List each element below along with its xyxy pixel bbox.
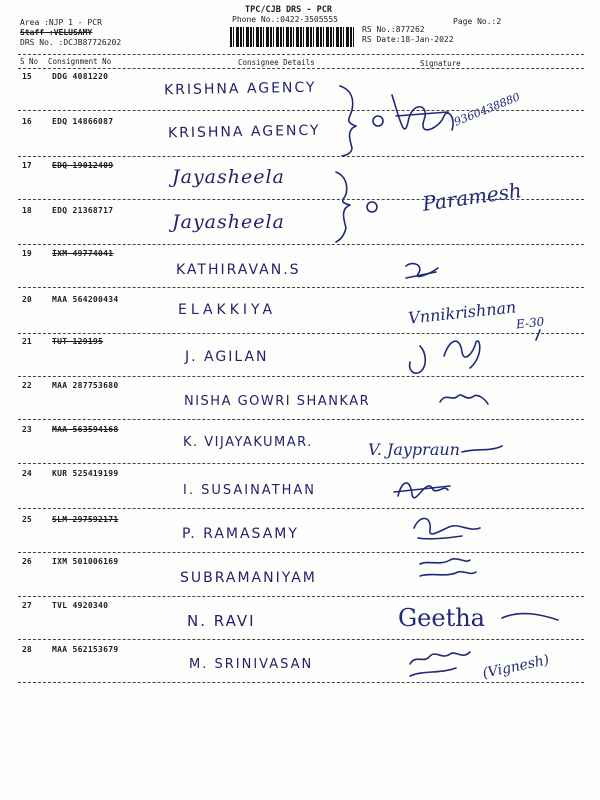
row-sno: 28	[22, 645, 32, 654]
consignment-number: EDQ 21368717	[52, 206, 114, 215]
consignment-number: TUT 129195	[52, 337, 104, 346]
brace-mark	[340, 86, 356, 156]
col-signature: Signature	[420, 59, 461, 68]
consignment-number: KUR 525419199	[52, 469, 119, 478]
rs-date: RS Date:18-Jan-2022	[362, 35, 454, 44]
row-sno: 19	[22, 249, 32, 258]
signature-20: Vnnikrishnan	[407, 297, 518, 328]
signature-scribble	[444, 341, 480, 368]
area-label: Area :NJP 1 - PCR	[20, 18, 102, 27]
row-sno: 26	[22, 557, 32, 566]
signature-scribble	[440, 395, 488, 404]
signature-scribble	[418, 536, 462, 539]
row-sno: 25	[22, 515, 32, 524]
consignee-name: M. SRINIVASAN	[189, 657, 314, 672]
signature-scribble	[396, 112, 448, 116]
consignee-name: I. SUSAINATHAN	[183, 483, 317, 498]
row-sno: 23	[22, 425, 32, 434]
row-sno: 16	[22, 117, 32, 126]
signature-scribble	[420, 559, 470, 564]
consignment-number: EDQ 19012409	[52, 161, 114, 170]
consignee-name: SUBRAMANIYAM	[180, 570, 317, 586]
signature-scribble	[410, 668, 456, 676]
drs-number: DRS No. :DCJB87726202	[20, 38, 122, 47]
signature-28: (Vignesh)	[481, 652, 551, 682]
consignee-name: Jayasheela	[172, 211, 285, 233]
consignment-number: MAA 562153679	[52, 645, 119, 654]
brace-mark	[336, 172, 350, 242]
row-sno: 17	[22, 161, 32, 170]
consignment-number: MAA 564200434	[52, 295, 119, 304]
signature-scribble	[502, 614, 558, 620]
signature-scribble	[414, 518, 480, 533]
page-number: Page No.:2	[453, 17, 502, 26]
consignee-name: ELAKKIYA	[178, 302, 277, 318]
signature-17: Paramesh	[420, 178, 524, 216]
signature-scribble	[410, 652, 470, 664]
signature-phone-15: 9360438880	[452, 90, 522, 129]
consignee-name: KRISHNA AGENCY	[167, 122, 321, 142]
row-sno: 21	[22, 337, 32, 346]
col-consignee-details: Consignee Details	[238, 58, 315, 67]
consignment-number: MAA 563594168	[52, 425, 119, 434]
consignee-name: KATHIRAVAN.S	[176, 262, 301, 278]
row-sno: 24	[22, 469, 32, 478]
consignee-name: Jayasheela	[172, 166, 285, 188]
signature-20-time: E-30	[515, 314, 545, 332]
row-sno: 27	[22, 601, 32, 610]
consignment-number: MAA 287753680	[52, 381, 119, 390]
consignee-name: NISHA GOWRI SHANKAR	[184, 394, 371, 409]
consignee-name: P. RAMASAMY	[182, 526, 299, 542]
signature-scribble	[410, 346, 426, 373]
consignee-name: N. RAVI	[187, 612, 256, 630]
row-sno: 18	[22, 206, 32, 215]
rs-number: RS No.:877262	[362, 25, 425, 34]
row-sno: 22	[22, 381, 32, 390]
consignee-name: K. VIJAYAKUMAR.	[183, 435, 313, 450]
consignee-name: J. AGILAN	[185, 349, 269, 365]
row-sno: 15	[22, 72, 32, 81]
consignment-number: IXM 501006169	[52, 557, 119, 566]
consignment-number: TVL 4920340	[52, 601, 109, 610]
signature-scribble	[420, 572, 476, 576]
phone-number: Phone No.:0422-3505555	[232, 15, 338, 24]
signature-strike	[462, 446, 502, 452]
col-sno: S No	[20, 57, 39, 66]
row-sno: 20	[22, 295, 32, 304]
signature-27: Geetha	[398, 604, 485, 632]
signature-23: V. Jaypraun	[368, 440, 460, 459]
document-title: TPC/CJB DRS - PCR	[245, 5, 332, 15]
col-consignment: Consignment No	[48, 57, 112, 66]
at-mark	[367, 202, 377, 212]
consignment-number: IXM 49774041	[52, 249, 114, 258]
check-mark	[536, 330, 540, 340]
staff-label: Staff :VELUSAMY	[20, 28, 93, 37]
consignment-number: SLM 297592171	[52, 515, 119, 524]
consignment-number: DDG 4081220	[52, 72, 109, 81]
at-mark	[373, 116, 383, 126]
signature-scribble	[406, 272, 436, 278]
consignment-number: EDQ 14866087	[52, 117, 114, 126]
consignee-name: KRISHNA AGENCY	[163, 79, 317, 99]
